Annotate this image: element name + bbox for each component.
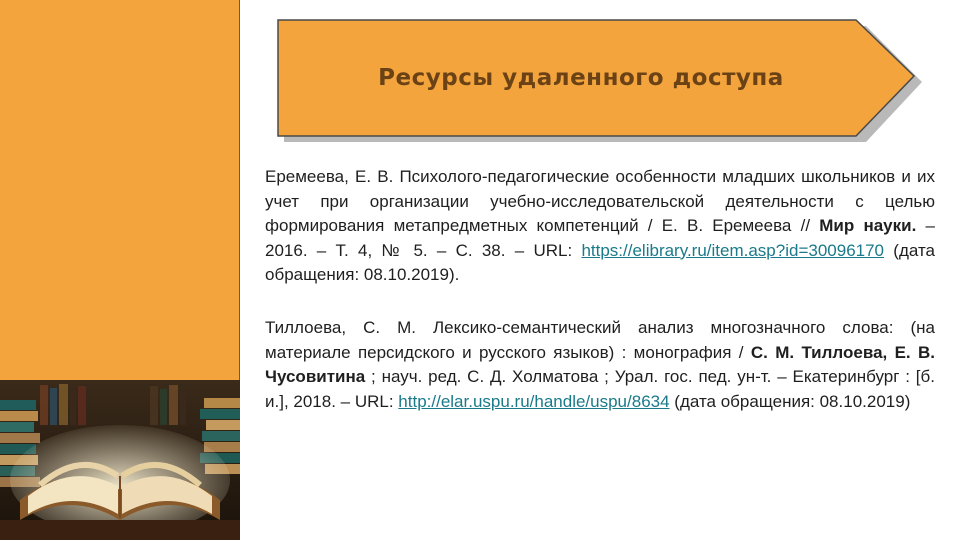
reference-text: (дата обращения: 08.10.2019): [669, 391, 911, 411]
reference-text: – 2016. – Т. 4, № 5. – С. 38. – URL:: [265, 216, 935, 260]
reference-item: [265, 165, 935, 288]
reference-text: Еремеева, Е. В. Психолого-педагогические особенности младших школьников и их учет при организации учебно-исследовательской деятельности с целью формирования метапредметных компетенций / Е. В. Еремеева //: [265, 167, 935, 236]
books-photo: [0, 380, 240, 540]
reference-text: ; науч. ред. С. Д. Холматова ; Урал. гос. пед. ун-т. – Екатеринбург : [б. и.], 2018. – URL:: [265, 367, 935, 411]
reference-item: [265, 316, 935, 414]
reference-authors: С. М. Тиллоева, Е. В. Чусовитина: [265, 342, 935, 387]
reference-journal: Мир науки.: [819, 216, 917, 236]
reference-link[interactable]: https://elibrary.ru/item.asp?id=30096170: [581, 240, 885, 260]
page-title: Ресурсы удаленного доступа: [378, 65, 784, 91]
reference-text: (дата обращения: 08.10.2019).: [265, 240, 935, 285]
reference-link[interactable]: http://elar.uspu.ru/handle/uspu/8634: [398, 391, 670, 411]
reference-text: Тиллоева, С. М. Лексико-семантический анализ многозначного слова: (на материале персидского и русского языков) : монография /: [265, 317, 935, 362]
title-banner: [276, 18, 922, 142]
references-list: [265, 165, 935, 442]
